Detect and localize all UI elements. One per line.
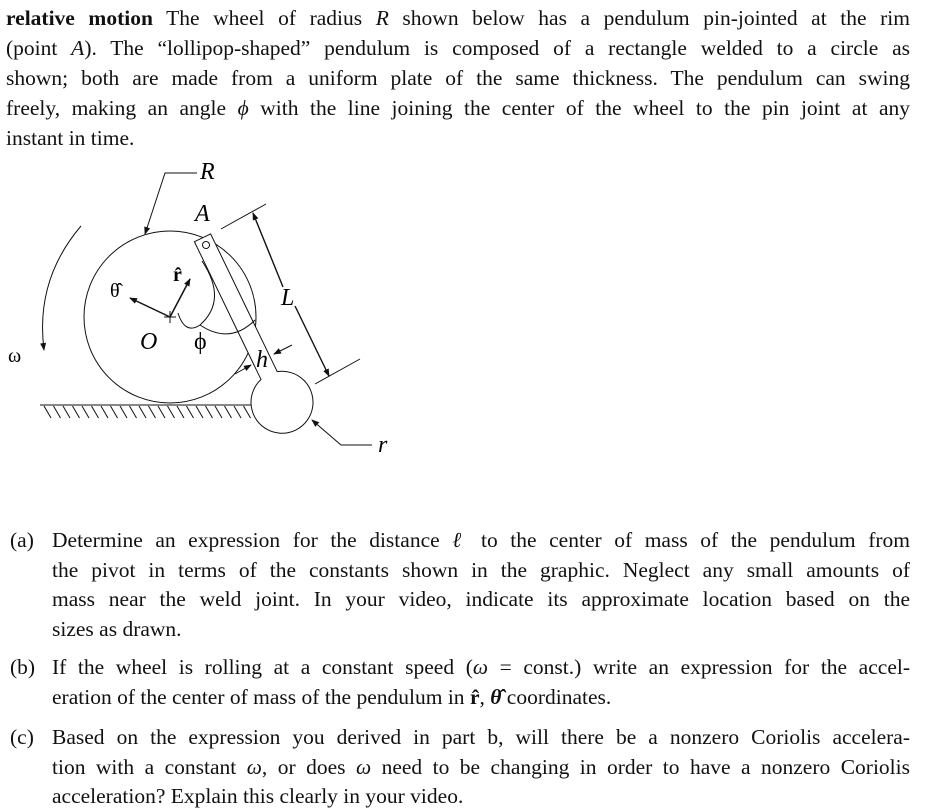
label-A: A xyxy=(195,201,210,227)
text-segment: need to be changing in order to have a nonzero Coriolis xyxy=(371,754,910,779)
text-segment: r̂ xyxy=(469,684,480,709)
L-extension-top xyxy=(221,204,266,229)
hatch-mark xyxy=(130,406,137,418)
text-segment: A xyxy=(71,36,85,60)
label-omega: ω xyxy=(8,345,22,367)
label-r-hat: r̂ xyxy=(173,264,182,286)
hatch-mark xyxy=(82,406,89,418)
hatch-mark xyxy=(177,406,184,418)
hatch-mark xyxy=(63,406,70,418)
label-h: h xyxy=(256,347,268,373)
r-leader xyxy=(312,420,372,445)
part-label: (a) xyxy=(10,528,34,552)
hatch-mark xyxy=(92,406,99,418)
text-segment: ω xyxy=(472,655,489,679)
part-line xyxy=(52,682,910,712)
text-segment: shown; both are made from a uniform plate of the same thickness. The pendulum can swing xyxy=(6,66,910,90)
text-segment: (point xyxy=(6,36,72,60)
hatch-mark xyxy=(101,406,108,418)
hatch-mark xyxy=(139,406,146,418)
part-label: (c) xyxy=(10,725,34,749)
text-segment: ω xyxy=(355,754,372,779)
hatch-mark xyxy=(234,406,241,418)
problem-line xyxy=(6,123,910,153)
part-line xyxy=(52,525,910,555)
label-R: R xyxy=(200,160,215,185)
problem-line xyxy=(6,33,910,63)
text-segment: Based on the expression you derived in part b, will there be a nonzero Coriolis accelera- xyxy=(52,725,910,749)
label-L: L xyxy=(281,285,295,311)
part-line xyxy=(52,584,910,614)
L-extension-bottom xyxy=(315,359,360,384)
text-segment: tion with a constant xyxy=(52,754,247,779)
hatch-mark xyxy=(73,406,80,418)
L-dimension-arrow-down xyxy=(295,306,329,376)
hatch-mark xyxy=(54,406,61,418)
h-arrow-right xyxy=(274,345,292,354)
text-segment: freely, making an angle xyxy=(6,96,238,120)
text-segment: ). The “lollipop-shaped” pendulum is composed of a rectangle welded to a circle as xyxy=(84,36,910,60)
text-segment: shown below has a pendulum pin-jointed at the rim xyxy=(388,6,910,30)
text-segment: relative motion xyxy=(6,6,153,30)
hatch-mark xyxy=(196,406,203,418)
problem-line xyxy=(6,93,910,123)
label-r: r xyxy=(378,432,388,458)
part-line xyxy=(52,722,910,752)
hatch-mark xyxy=(158,406,165,418)
omega-rotation-arrow xyxy=(43,226,81,350)
part-line xyxy=(52,555,910,585)
wheel-pendulum-diagram xyxy=(0,160,400,460)
problem-line xyxy=(6,63,910,93)
text-segment: with the line joining the center of the wheel to the pin joint at any xyxy=(248,96,910,120)
part-line xyxy=(52,614,910,644)
label-phi: ϕ xyxy=(194,329,207,355)
hatch-mark xyxy=(111,406,118,418)
text-segment: eration of the center of mass of the pendulum in xyxy=(52,684,470,709)
text-segment: ϕ xyxy=(237,96,249,120)
text-segment: = const.) write an expression for the accel- xyxy=(488,655,910,679)
part-line xyxy=(52,752,910,782)
text-segment: coordinates. xyxy=(501,684,612,709)
text-segment: the pivot in terms of the constants shown in the graphic. Neglect any small amounts of xyxy=(52,557,910,582)
part-line xyxy=(52,652,910,682)
text-segment: , or does xyxy=(261,754,356,779)
hatch-mark xyxy=(149,406,156,418)
problem-line xyxy=(6,3,910,33)
hatch-mark xyxy=(225,406,232,418)
hatch-mark xyxy=(120,406,127,418)
label-O: O xyxy=(140,329,158,355)
text-segment: to the center of mass of the pendulum from xyxy=(468,528,910,552)
part-label: (b) xyxy=(10,655,36,679)
text-segment: , xyxy=(479,684,491,709)
text-segment: If the wheel is rolling at a constant speed ( xyxy=(52,655,473,679)
radius-leader xyxy=(145,173,197,234)
part-line xyxy=(52,781,910,811)
text-segment: θ̂ xyxy=(490,684,502,709)
text-segment: ω xyxy=(246,754,262,779)
ground-hatch xyxy=(44,406,251,418)
text-segment: acceleration? Explain this clearly in your video. xyxy=(52,784,464,808)
hatch-mark xyxy=(244,406,251,418)
text-segment: sizes as drawn. xyxy=(52,616,182,641)
text-segment: The wheel of radius xyxy=(152,6,376,30)
text-segment: ℓ xyxy=(452,528,469,552)
hatch-mark xyxy=(187,406,194,418)
hatch-mark xyxy=(44,406,51,418)
hatch-mark xyxy=(168,406,175,418)
text-segment: instant in time. xyxy=(6,126,135,150)
text-segment: Determine an expression for the distance xyxy=(52,528,453,552)
hatch-mark xyxy=(215,406,222,418)
label-theta-hat: θ̂ xyxy=(110,280,120,302)
text-segment: mass near the weld joint. In your video, indicate its approximate location based on the xyxy=(52,587,910,611)
L-dimension-arrow-up xyxy=(253,213,283,287)
text-segment: R xyxy=(375,6,389,30)
hatch-mark xyxy=(206,406,213,418)
